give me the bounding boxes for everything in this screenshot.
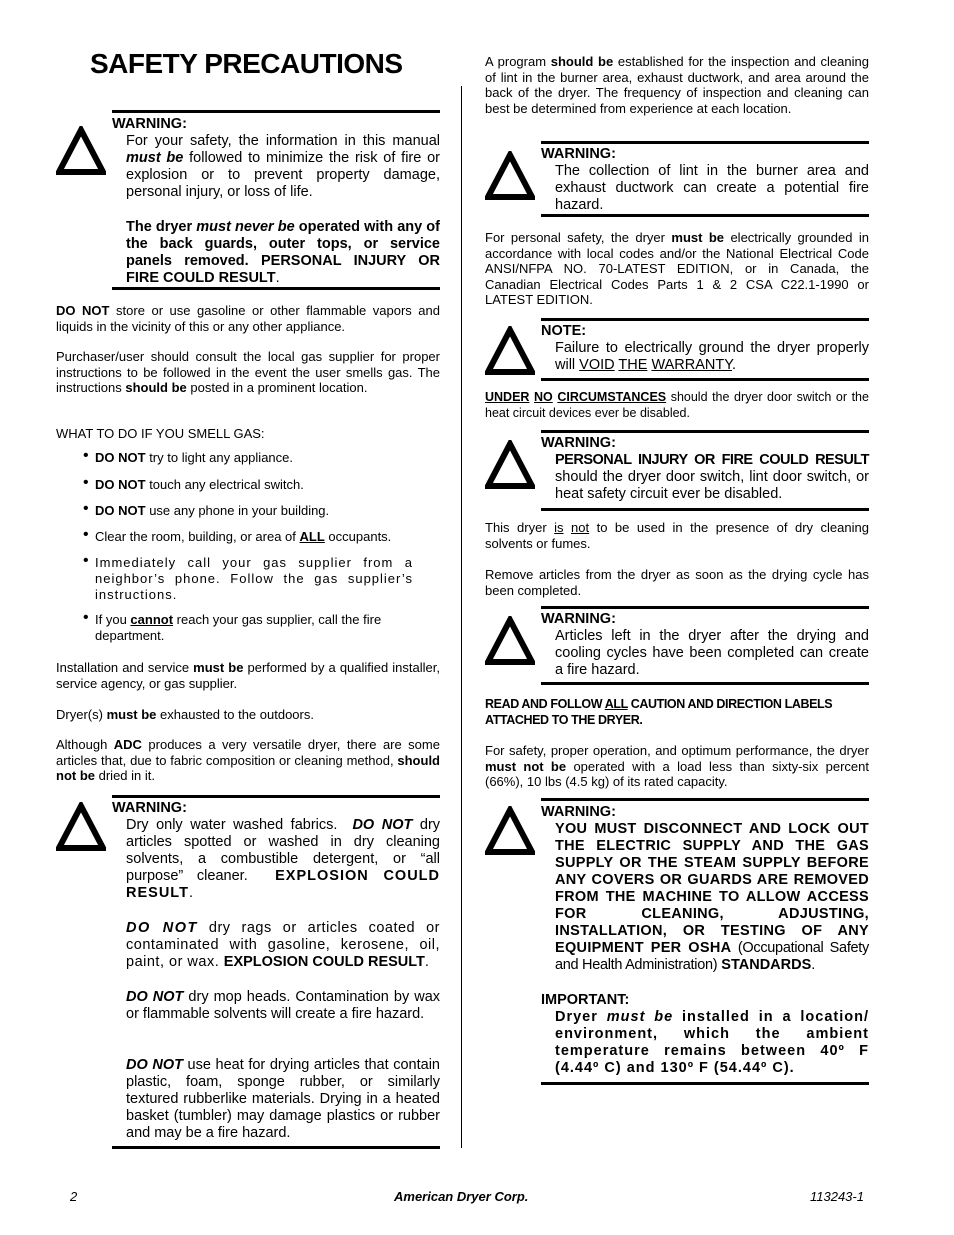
warning-text-2: The dryer must never be operated with any of the back guards, outer tops, or service panels removed. PERSONAL INJURY OR FIRE COULD RESULT.	[126, 219, 440, 286]
circumstances-paragraph: UNDER NO CIRCUMSTANCES should the dryer door switch or the heat circuit devices ever be disabled.	[485, 390, 869, 420]
top-rule	[112, 795, 440, 798]
warning-text-2: DO NOT dry rags or articles coated or contaminated with gasoline, kerosene, oil, paint, or wax. EXPLOSION COULD RESULT.	[126, 920, 441, 970]
list-item: • Clear the room, building, or area of ALL occupants.	[83, 526, 392, 544]
smell-gas-heading: WHAT TO DO IF YOU SMELL GAS:	[56, 426, 265, 441]
warning-text: Articles left in the dryer after the drying and cooling cycles have been completed can create a fire hazard.	[555, 628, 869, 678]
warning-triangle-icon	[56, 802, 106, 852]
top-rule	[541, 606, 869, 609]
warning-box-1	[56, 110, 440, 290]
exhaust-paragraph: Dryer(s) must be exhausted to the outdoors.	[56, 707, 314, 722]
column-divider	[461, 86, 462, 1148]
warning-text: The collection of lint in the burner area and exhaust ductwork can create a potential fire hazard.	[555, 163, 869, 213]
warning-box-2	[56, 795, 440, 1150]
warning-box-5	[485, 606, 869, 688]
note-text: Failure to electrically ground the dryer properly will VOID THE WARRANTY.	[555, 340, 869, 373]
warning-triangle-icon	[485, 326, 535, 376]
important-label: IMPORTANT:	[541, 992, 630, 1008]
remove-articles-paragraph: Remove articles from the dryer as soon as the drying cycle has been completed.	[485, 567, 869, 598]
bottom-rule	[541, 214, 869, 217]
page-number: 2	[70, 1189, 78, 1204]
warning-triangle-icon	[56, 126, 106, 176]
list-item: • Immediately call your gas supplier from a neighbor’s phone. Follow the gas supplier’s instructions.	[83, 552, 413, 602]
warning-label: WARNING:	[112, 800, 187, 816]
warning-label: WARNING:	[112, 116, 187, 132]
warning-triangle-icon	[485, 806, 535, 856]
gas-supplier-paragraph: Purchaser/user should consult the local gas supplier for proper instructions to be followed in the event the user smells gas. The instructions should be posted in a prominent location.	[56, 349, 440, 395]
load-paragraph: For safety, proper operation, and optimum performance, the dryer must not be operated with a load less than sixty-six percent (66%), 10 lbs (4.5 kg) of its rated capacity.	[485, 743, 870, 789]
warning-text: Dry only water washed fabrics. DO NOT dry articles spotted or washed in dry cleaning solvents, a combustible detergent, or “all purpose” cleaner. EXPLOSION COULD RESULT.	[126, 817, 441, 901]
top-rule	[541, 430, 869, 433]
warning-text: YOU MUST DISCONNECT AND LOCK OUT THE ELECTRIC SUPPLY AND THE GAS SUPPLY OR THE STEAM SUPPLY BEFORE ANY COVERS OR GUARDS ARE REMOVED FROM THE MACHINE TO ALLOW ACCESS FOR CLEANING, ADJUSTING, INSTALLATION, OR TESTING OF ANY EQUIPMENT PER OSHA (Occupational Safety and Health Administration) STANDARDS.	[555, 821, 869, 973]
bottom-rule	[541, 378, 869, 381]
bottom-rule	[541, 508, 869, 511]
top-rule	[541, 318, 869, 321]
list-item: • If you cannot reach your gas supplier, call the fire department.	[83, 609, 382, 643]
list-item: • DO NOT try to light any appliance.	[83, 447, 293, 465]
warning-triangle-icon	[485, 151, 535, 201]
top-rule	[112, 110, 440, 113]
warning-text-4: DO NOT use heat for drying articles that contain plastic, foam, sponge rubber, or similarly textured rubberlike materials. Drying in a heated basket (tumbler) may damage plastics or rubber and may be a fire hazard.	[126, 1057, 440, 1141]
warning-label: WARNING:	[541, 804, 616, 820]
important-text: Dryer must be installed in a location/ environment, which the ambient temperature remains between 40º F (4.44º C) and 130º F (54.44º C).	[555, 1009, 869, 1076]
document-number: 113243-1	[810, 1189, 864, 1204]
labels-paragraph: READ AND FOLLOW ALL CAUTION AND DIRECTION LABELS ATTACHED TO THE DRYER.	[485, 697, 833, 727]
warning-box-6	[485, 798, 869, 1088]
top-rule	[541, 141, 869, 144]
list-item: • DO NOT touch any electrical switch.	[83, 474, 304, 492]
bottom-rule	[541, 682, 869, 685]
warning-triangle-icon	[485, 440, 535, 490]
page-title: SAFETY PRECAUTIONS	[90, 48, 403, 79]
grounding-paragraph: For personal safety, the dryer must be electrically grounded in accordance with local codes and/or the National Electrical Code ANSI/NFPA NO. 70-LATEST EDITION, or in Canada, the Canadian Electrical Codes Parts 1 & 2 CSA C22.1-1990 or LATEST EDITION.	[485, 230, 869, 307]
warning-label: WARNING:	[541, 435, 616, 451]
note-label: NOTE:	[541, 323, 587, 339]
warning-box-3	[485, 141, 869, 219]
company-name: American Dryer Corp.	[394, 1189, 529, 1204]
bottom-rule	[112, 1146, 440, 1149]
bottom-rule	[112, 287, 440, 290]
top-rule	[541, 798, 869, 801]
warning-text: PERSONAL INJURY OR FIRE COULD RESULT should the dryer door switch, lint door switch, or heat safety circuit ever be disabled.	[555, 452, 869, 502]
warning-label: WARNING:	[541, 611, 616, 627]
warning-text: For your safety, the information in this manual must be followed to minimize the risk of fire or explosion or to prevent property damage, personal injury, or loss of life.	[126, 133, 441, 200]
warning-triangle-icon	[485, 616, 535, 666]
note-box	[485, 318, 869, 383]
list-item: • DO NOT use any phone in your building.	[83, 500, 330, 518]
lint-program-paragraph: A program should be established for the inspection and cleaning of lint in the burner area, exhaust ductwork, and area around the back of the dryer. The frequency of inspection and cleaning can best be determined from experience at each location.	[485, 54, 869, 116]
installation-paragraph: Installation and service must be performed by a qualified installer, service agency, or gas supplier.	[56, 660, 440, 691]
bottom-rule	[541, 1082, 869, 1085]
warning-label: WARNING:	[541, 146, 616, 162]
adc-paragraph: Although ADC produces a very versatile dryer, there are some articles that, due to fabric composition or cleaning method, should not be dried in it.	[56, 737, 440, 783]
gasoline-paragraph: DO NOT store or use gasoline or other flammable vapors and liquids in the vicinity of this or any other appliance.	[56, 303, 440, 334]
warning-text-3: DO NOT dry mop heads. Contamination by wax or flammable solvents will create a fire hazard.	[126, 989, 441, 1022]
warning-box-4	[485, 430, 869, 512]
dry-cleaning-paragraph: This dryer is not to be used in the presence of dry cleaning solvents or fumes.	[485, 520, 869, 551]
